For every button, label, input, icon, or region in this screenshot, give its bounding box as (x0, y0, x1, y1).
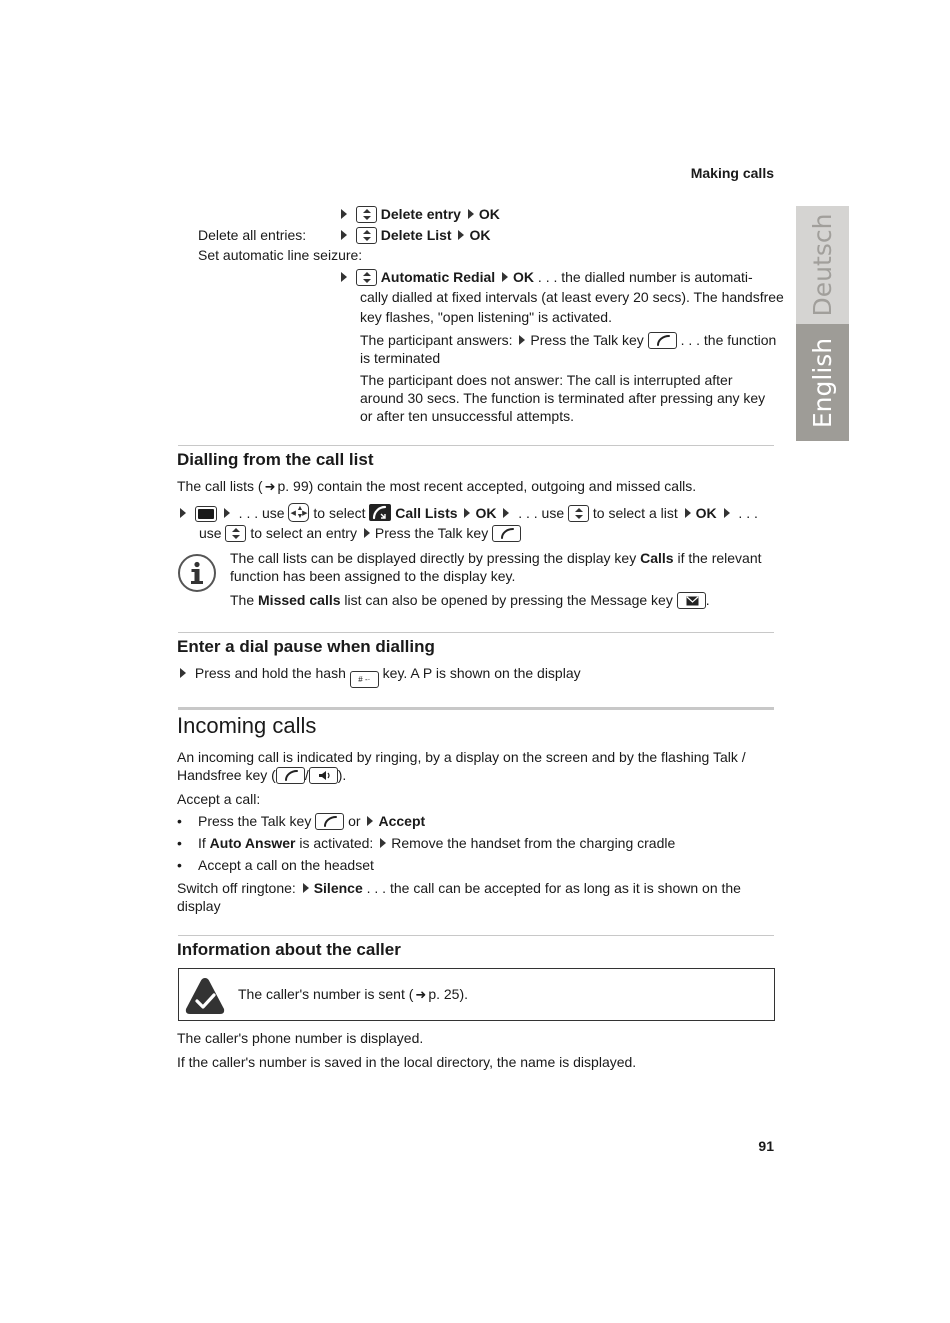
answers-result-line-2: is terminated (360, 350, 441, 366)
note-text-d: list can also be opened by pressing the Message key (344, 592, 673, 608)
note-calls: Calls (640, 550, 674, 566)
dial-pause-step (177, 664, 581, 688)
menu-ok: OK (475, 505, 497, 521)
message-key-icon (677, 592, 706, 609)
ringtone-silence: Silence (313, 880, 363, 896)
call-list-step-line-2 (199, 524, 521, 543)
check-warning-icon (184, 976, 226, 1021)
incoming-intro-b: ). (337, 767, 347, 783)
step-press-talk: Press the Talk key (374, 525, 489, 541)
language-tab-english[interactable] (796, 324, 849, 441)
section-divider (178, 445, 774, 446)
note-missed-calls: Missed calls (258, 592, 341, 608)
nav-key-icon (356, 269, 377, 286)
four-way-nav-key-icon: ▲ ▼ ◀ ▶ (290, 505, 308, 520)
step-arrow-icon (180, 668, 186, 678)
nav-key-icon (356, 227, 377, 244)
step-use-2: . . . use (518, 505, 565, 521)
incoming-intro-slash: / (304, 767, 309, 783)
talk-key-icon (276, 767, 305, 784)
heading-caller-info: Information about the caller (177, 940, 401, 959)
running-header: Making calls (690, 165, 774, 181)
menu-ok: OK (513, 269, 535, 285)
step-arrow-icon (341, 230, 347, 240)
step-arrow-icon (224, 508, 230, 518)
page-number: 91 (758, 1138, 774, 1154)
step-arrow-icon (458, 230, 464, 240)
redial-text-line-2: cally dialled at fixed intervals (at least every 20 secs). The handsfree (360, 289, 784, 305)
note-text-b: if the relevant (677, 550, 762, 566)
delete-all-label: Delete all entries: (198, 227, 307, 243)
heading-call-list: Dialling from the call list (177, 450, 374, 469)
handsfree-key-icon (309, 767, 338, 784)
step-arrow-icon (367, 816, 373, 826)
nav-key-icon (225, 525, 246, 542)
step-select-list: to select a list (592, 505, 678, 521)
step-arrow-icon (724, 508, 730, 518)
intro-text-a: The call lists ( (177, 478, 263, 494)
ringtone-text: . . . the call can be accepted for as long as it is shown on the (366, 880, 741, 896)
step-automatic-redial (338, 268, 778, 287)
step-select-entry: to select an entry (250, 525, 357, 541)
caller-info-box-text (238, 985, 468, 1004)
call-list-step-line-1 (177, 503, 758, 523)
menu-key-icon (195, 506, 217, 522)
note-line-1 (230, 549, 762, 568)
caller-info-box (178, 968, 775, 1021)
talk-key-icon (315, 813, 344, 830)
step-arrow-icon (468, 209, 474, 219)
bullet-2-auto-answer: Auto Answer (209, 835, 296, 851)
caller-info-p2: If the caller's number is saved in the local directory, the name is displayed. (177, 1054, 637, 1070)
step-arrow-icon (364, 528, 370, 538)
set-line-label: Set automatic line seizure: (198, 247, 363, 263)
call-list-intro (177, 477, 696, 496)
bullet-1-text: Press the Talk key (198, 813, 312, 829)
chapter-divider (178, 707, 774, 710)
step-to-select: to select (313, 505, 366, 521)
step-delete-entry (338, 205, 500, 224)
box-text-a: The caller's number is sent ( (238, 986, 414, 1002)
noanswer-line-2: around 30 secs. The function is terminated after pressing any key (360, 390, 766, 406)
bullet-2-activated: is activated: (299, 835, 374, 851)
ringtone-label: Switch off ringtone: (177, 880, 296, 896)
heading-dial-pause: Enter a dial pause when dialling (177, 637, 435, 656)
step-use-3: use (199, 525, 222, 541)
note-line-2: function has been assigned to the display key. (230, 568, 516, 584)
step-arrow-icon (380, 838, 386, 848)
incoming-intro-line-1: An incoming call is indicated by ringing, by a display on the screen and by the flashing Talk / (177, 749, 746, 765)
step-arrow-icon (341, 209, 347, 219)
answers-label: The participant answers: (360, 332, 513, 348)
bullet-2-if: If (198, 835, 206, 851)
intro-text-b: ) contain the most recent accepted, outgoing and missed calls. (308, 478, 697, 494)
section-divider (178, 632, 774, 633)
language-tab-deutsch-label: Deutsch (807, 213, 837, 317)
step-arrow-icon (502, 272, 508, 282)
answers-result: . . . the function (680, 332, 777, 348)
ringtone-line-1 (177, 879, 741, 898)
menu-automatic-redial: Automatic Redial (380, 269, 496, 285)
page-ref-arrow-icon: ➜ (264, 479, 276, 494)
info-icon (177, 553, 217, 598)
answers-action: Press the Talk key (530, 332, 644, 348)
redial-text-line-3: key flashes, "open listening" is activated. (360, 309, 612, 325)
step-arrow-icon (303, 883, 309, 893)
language-tab-english-label: English (807, 337, 837, 428)
intro-page-ref[interactable]: p. 99 (277, 478, 309, 494)
menu-delete-entry: Delete entry (380, 206, 461, 222)
step-arrow-icon (464, 508, 470, 518)
call-lists-icon (369, 504, 391, 521)
box-text-b: ). (459, 986, 469, 1002)
ringtone-line-2: display (177, 898, 221, 914)
accept-bullet-3: • Accept a call on the headset (198, 856, 374, 875)
menu-ok: OK (478, 206, 500, 222)
bullet-1-accept: Accept (378, 813, 426, 829)
hash-key-icon: # -· (350, 671, 379, 688)
step-use: . . . use (238, 505, 285, 521)
section-divider (178, 935, 774, 936)
caller-info-p1: The caller's phone number is displayed. (177, 1030, 424, 1046)
step-arrow-icon (519, 335, 525, 345)
talk-key-icon (648, 332, 677, 349)
note-text-e: . (705, 592, 710, 608)
participant-answers (360, 331, 776, 350)
step-arrow-icon (503, 508, 509, 518)
nav-key-icon (356, 206, 377, 223)
language-tab-deutsch[interactable] (796, 206, 849, 324)
note-text-c: The (230, 592, 255, 608)
redial-text: . . . the dialled number is automati- (537, 269, 753, 285)
accept-bullet-2 (198, 834, 675, 853)
bullet-2-remove: Remove the handset from the charging cradle (391, 835, 676, 851)
menu-call-lists: Call Lists (395, 505, 458, 521)
bullet-1-or: or (348, 813, 361, 829)
noanswer-line-1: The participant does not answer: The call is interrupted after (360, 372, 733, 388)
dial-pause-text-b: key. A P is shown on the display (382, 665, 581, 681)
menu-ok: OK (695, 505, 717, 521)
note-line-3 (230, 591, 710, 610)
accept-bullet-1 (198, 812, 425, 831)
box-page-ref[interactable]: p. 25 (428, 986, 460, 1002)
page-ref-arrow-icon: ➜ (415, 987, 427, 1002)
menu-ok: OK (469, 227, 491, 243)
step-arrow-icon (685, 508, 691, 518)
nav-key-icon (568, 505, 589, 522)
incoming-intro-line-2 (177, 766, 346, 785)
menu-delete-list: Delete List (380, 227, 452, 243)
note-text-a: The call lists can be displayed directly by pressing the display key (230, 550, 637, 566)
step-arrow-icon (180, 508, 186, 518)
talk-key-icon (492, 525, 521, 542)
accept-call-label: Accept a call: (177, 791, 261, 807)
heading-incoming-calls: Incoming calls (177, 713, 317, 738)
noanswer-line-3: or after ten unsuccessful attempts. (360, 408, 574, 424)
dial-pause-text-a: Press and hold the hash (194, 665, 346, 681)
step-arrow-icon (341, 272, 347, 282)
step-dots: . . . (738, 505, 758, 521)
step-delete-list (338, 226, 490, 245)
incoming-intro-a: Handsfree key ( (177, 767, 276, 783)
